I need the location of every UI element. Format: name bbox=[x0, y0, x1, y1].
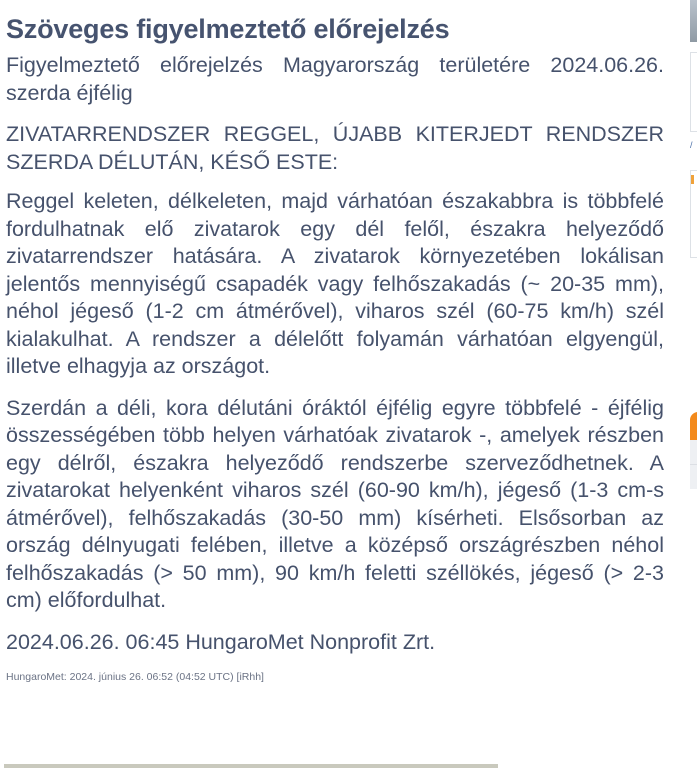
sidebar-link[interactable]: / bbox=[690, 140, 693, 150]
sidebar-warning-panel bbox=[690, 170, 697, 258]
warning-forecast-article bbox=[6, 0, 664, 684]
sidebar-panel bbox=[690, 52, 697, 132]
warning-level-icon bbox=[691, 175, 694, 184]
sidebar-image-thumbnail[interactable] bbox=[690, 0, 697, 42]
page-title: Szöveges figyelmeztető előrejelzés bbox=[6, 14, 450, 44]
forecast-subtitle: Figyelmeztető előrejelzés Magyarország területére 2024.06.26. szerda éjfélig bbox=[6, 53, 664, 105]
footer-divider bbox=[4, 764, 498, 768]
sidebar-list-item[interactable] bbox=[690, 465, 697, 489]
sidebar-list-item[interactable] bbox=[690, 440, 697, 465]
right-sidebar bbox=[688, 0, 697, 768]
page-meta-footer: HungaroMet: 2024. június 26. 06:52 (04:52 UTC) [iRhh] bbox=[6, 671, 264, 683]
sidebar-tab-header[interactable] bbox=[690, 412, 697, 440]
issued-timestamp: 2024.06.26. 06:45 HungaroMet Nonprofit Zrt. bbox=[6, 629, 436, 654]
forecast-headline: ZIVATARRENDSZER REGGEL, ÚJABB KITERJEDT RENDSZER SZERDA DÉLUTÁN, KÉSŐ ESTE: bbox=[6, 122, 664, 174]
forecast-paragraph: Reggel keleten, délkeleten, majd várhatóan északabbra is többfelé fordulhatnak elő zivatarok egy dél felől, északra helyeződő zivatarrendszer hatására. A zivatarok környezetében lokálisan jelentős mennyiségű csapadék vagy felhőszakadás (~ 20-35 mm), néhol jégeső (1-2 cm átmérővel), viharos szél (60-75 km/h) szél kialakulhat. A rendszer a délelőtt folyamán várhatóan elgyengül, illetve elhagyja az országot. bbox=[6, 189, 664, 378]
forecast-paragraph: Szerdán a déli, kora délutáni óráktól éjfélig egyre többfelé - éjfélig összességében több helyen várhatóak zivatarok -, amelyek részben egy délről, északra helyeződő rendszerbe szerveződhetnek. A zivatarokat helyenként viharos szél (60-90 km/h), jégeső (1-3 cm-s átmérővel), felhőszakadás (30-50 mm) kísérheti. Elsősorban az ország délnyugati felében, illetve a középső országrészben néhol felhőszakadás (> 50 mm), 90 km/h feletti széllökés, jégeső (> 2-3 cm) előfordulhat. bbox=[6, 395, 664, 612]
